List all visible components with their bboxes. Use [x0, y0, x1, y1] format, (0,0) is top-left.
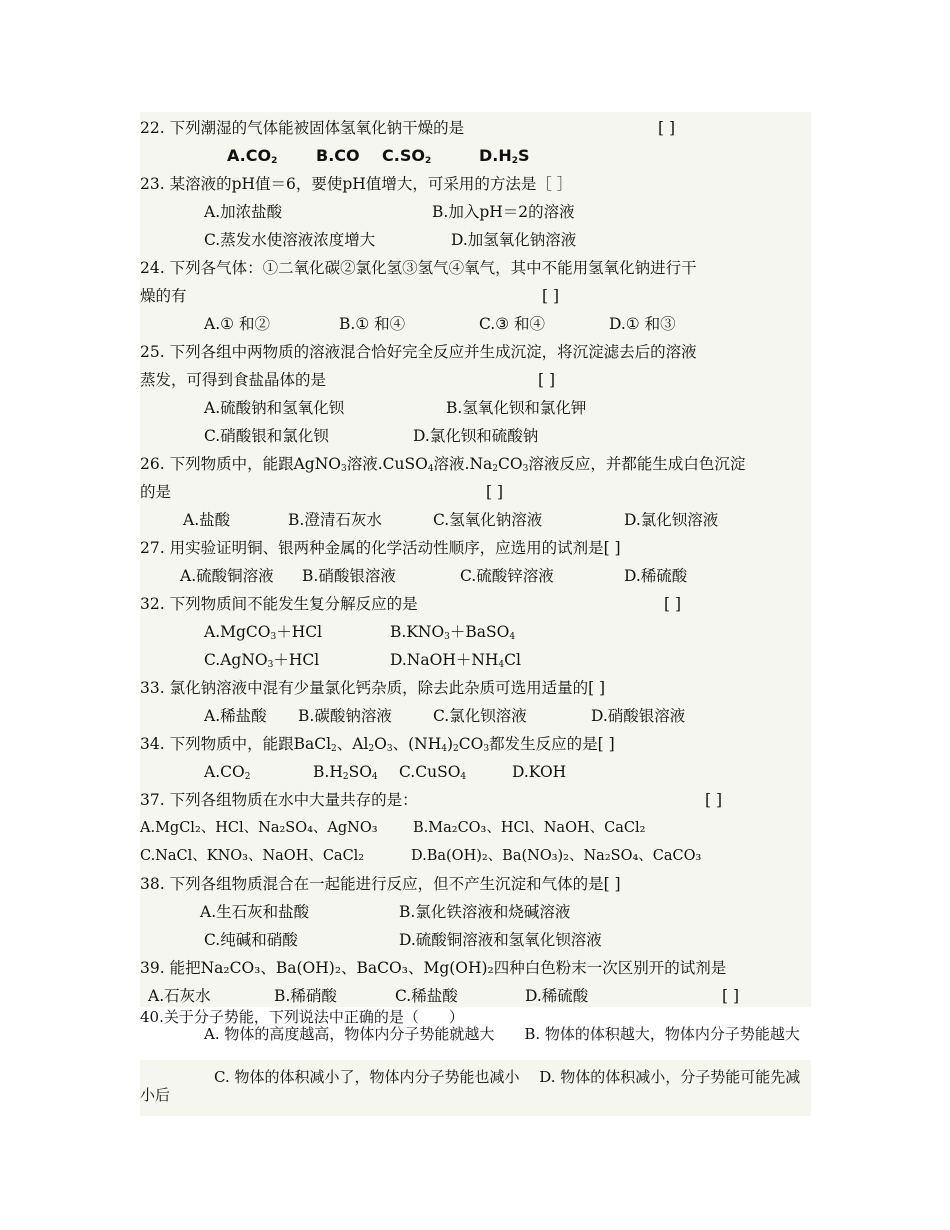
option-b: B.稀硝酸	[274, 987, 337, 1005]
option-c: C.③ 和④	[479, 315, 546, 333]
option-c: C.纯碱和硝酸	[204, 931, 298, 949]
option-c: C.CuSO$_4$	[399, 763, 467, 782]
option-a: A.加浓盐酸	[204, 203, 283, 221]
option-c: C.AgNO$_3$＋HCl	[204, 651, 320, 670]
option-b: B.氯化铁溶液和烧碱溶液	[399, 903, 571, 921]
option-d: D.① 和③	[609, 315, 676, 333]
answer-bracket: [ ]	[542, 287, 560, 305]
question-stem: 23. 某溶液的pH值＝6，要使pH值增大，可采用的方法是［ ］	[140, 175, 573, 193]
option-a: $A.CO_2$	[227, 146, 278, 166]
option-a: A.盐酸	[183, 511, 231, 529]
answer-bracket: [ ]	[538, 371, 556, 389]
option-d: D.Ba(OH)₂、Ba(NO₃)₂、Na₂SO₄、CaCO₃	[411, 848, 702, 864]
option-a: A.硫酸钠和氢氧化钡	[204, 399, 345, 417]
option-a: A.硫酸铜溶液	[180, 567, 274, 585]
question-stem: 40.关于分子势能，下列说法中正确的是（ ）	[140, 1008, 464, 1026]
question-40-options-ab: A. 物体的高度越高，物体内分子势能就越大 B. 物体的体积越大，物体内分子势能越大	[204, 1025, 800, 1043]
question-stem: 37. 下列各组物质在水中大量共存的是：	[140, 791, 418, 809]
option-d: D.稀硫酸	[525, 987, 589, 1005]
option-d: $D.NaOH+NH_4Cl$	[390, 651, 521, 670]
option-a: A.稀盐酸	[204, 707, 267, 725]
option-c: C.硝酸银和氯化钡	[204, 427, 329, 445]
answer-bracket: [ ]	[658, 119, 676, 137]
answer-bracket: [ ]	[722, 987, 740, 1005]
question-stem: 33. 氯化钠溶液中混有少量氯化钙杂质，除去此杂质可选用适量的[ ]	[140, 679, 606, 697]
option-a: A.石灰水	[148, 987, 211, 1005]
option-d: D.氯化钡溶液	[624, 511, 719, 529]
question-stem-cont: 的是	[140, 483, 172, 501]
option-b: B.① 和④	[339, 315, 406, 333]
option-d: D.硝酸银溶液	[591, 707, 686, 725]
option-c: C.氯化钡溶液	[433, 707, 527, 725]
option-b: $B.KNO_3+BaSO_4$	[390, 623, 516, 642]
option-b: B.氢氧化钡和氯化钾	[446, 399, 587, 417]
option-b: B.CO	[316, 146, 360, 165]
option-c: C.稀盐酸	[395, 987, 458, 1005]
answer-bracket: [ ]	[664, 595, 682, 613]
option-c: C.蒸发水使溶液浓度增大	[204, 231, 376, 249]
option-b: B.硝酸银溶液	[302, 567, 396, 585]
option-d: D.氯化钡和硫酸钠	[413, 427, 539, 445]
question-stem: 32. 下列物质间不能发生复分解反应的是	[140, 595, 418, 613]
option-d: D.稀硫酸	[624, 567, 688, 585]
option-b: $B.H_2SO_4$	[313, 763, 378, 782]
question-stem: 24. 下列各气体：①二氧化碳②氯化氢③氢气④氧气，其中不能用氢氧化钠进行干	[140, 259, 697, 277]
option-d: D.加氢氧化钠溶液	[451, 231, 577, 249]
question-stem: 39. 能把Na₂CO₃、Ba(OH)₂、BaCO₃、Mg(OH)₂四种白色粉末一次区别开的试剂是	[140, 959, 727, 977]
option-d: D.硫酸铜溶液和氢氧化钡溶液	[399, 931, 602, 949]
option-c: C.硫酸锌溶液	[460, 567, 554, 585]
option-c: C.氢氧化钠溶液	[433, 511, 543, 529]
option-b: B.碳酸钠溶液	[298, 707, 392, 725]
question-stem: 22. 下列潮湿的气体能被固体氢氧化钠干燥的是	[140, 119, 465, 137]
question-40-options-cd: C. 物体的体积减小了，物体内分子势能也减小 D. 物体的体积减小，分子势能可能先减小后	[140, 1068, 801, 1104]
question-stem: 38. 下列各组物质混合在一起能进行反应，但不产生沉淀和气体的是[ ]	[140, 875, 621, 893]
answer-bracket: [ ]	[705, 791, 723, 809]
option-a: A.① 和②	[204, 315, 270, 333]
option-c: C.NaCl、KNO₃、NaOH、CaCl₂	[140, 848, 365, 864]
option-b: B.澄清石灰水	[288, 511, 382, 529]
option-a: A.生石灰和盐酸	[200, 903, 310, 921]
option-a: $A.CO_2$	[204, 763, 251, 782]
question-stem: 27. 用实验证明铜、银两种金属的化学活动性顺序，应选用的试剂是[ ]	[140, 539, 621, 557]
question-stem-cont: 蒸发，可得到食盐晶体的是	[140, 371, 327, 389]
option-a: A.MgCl₂、HCl、Na₂SO₄、AgNO₃	[140, 820, 378, 836]
question-stem: 34. 下列物质中，能跟BaCl$_2$、$Al_2O_3$、$(NH_4)_2CO_3$都发生反应的是[ ]	[140, 735, 615, 754]
question-stem: 25. 下列各组中两物质的溶液混合恰好完全反应并生成沉淀，将沉淀滤去后的溶液	[140, 343, 697, 361]
option-d: D.KOH	[512, 763, 567, 781]
option-c: $C.SO_2$	[382, 146, 432, 166]
question-stem: 26. 下列物质中，能跟AgNO$_3$溶液.CuSO$_4$溶液$.Na_2CO_3$溶液反应，并都能生成白色沉淀	[140, 455, 746, 474]
option-a: A.MgCO$_3$＋HCl	[204, 623, 323, 642]
option-b: B.Ma₂CO₃、HCl、NaOH、CaCl₂	[413, 820, 646, 836]
answer-bracket: [ ]	[486, 483, 504, 501]
option-d: $D.H_2S$	[479, 146, 530, 166]
question-stem-cont: 燥的有	[140, 287, 187, 305]
option-b: B.加入pH＝2的溶液	[432, 203, 575, 221]
